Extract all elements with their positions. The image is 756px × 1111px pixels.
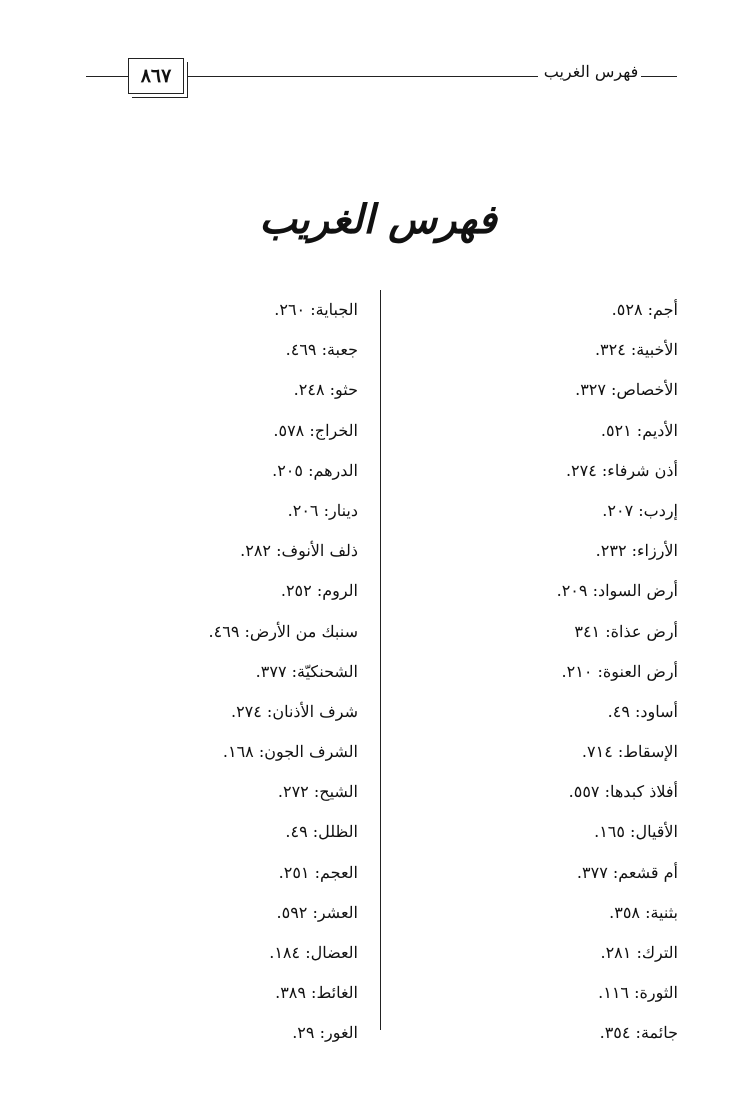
index-entry: أم قشعم: ٣٧٧. — [576, 862, 678, 882]
index-entry: الإسقاط: ٧١٤. — [581, 742, 678, 762]
index-entry: الترك: ٢٨١. — [600, 943, 678, 962]
index-entry: الظلل: ٤٩. — [285, 822, 358, 842]
column-divider — [380, 290, 381, 1030]
index-entry: الشحنكيّة: ٣٧٧. — [255, 661, 358, 681]
index-entry: الروم: ٢٥٢. — [280, 581, 358, 601]
index-entry: الشيح: ٢٧٢. — [277, 782, 358, 802]
index-entry: جائمة: ٣٥٤. — [599, 1023, 678, 1043]
index-entry: العضال: ١٨٤. — [269, 943, 358, 962]
index-entry: الجباية: ٢٦٠. — [274, 300, 358, 319]
index-entry: العشر: ٥٩٢. — [276, 902, 358, 922]
index-entry: سنبك من الأرض: ٤٦٩. — [208, 621, 358, 641]
index-entry: أرض العنوة: ٢١٠. — [561, 661, 678, 681]
index-column-left — [80, 294, 358, 1058]
index-entry: الشرف الجون: ١٦٨. — [222, 742, 358, 762]
index-entry: أذن شرفاء: ٢٧٤. — [565, 460, 678, 480]
index-entry: الغائط: ٣٨٩. — [275, 983, 358, 1003]
index-entry: دينار: ٢٠٦. — [287, 500, 358, 520]
running-title: فهرس الغريب — [543, 62, 639, 81]
index-entry: أرض السواد: ٢٠٩. — [556, 581, 678, 601]
index-entry: الأرزاء: ٢٣٢. — [595, 541, 678, 561]
page-number-box — [128, 58, 184, 94]
index-entry: حثو: ٢٤٨. — [293, 380, 358, 400]
header-rule-left — [86, 76, 128, 77]
index-entry: أساود: ٤٩. — [607, 701, 678, 721]
index-entry: الأقيال: ١٦٥. — [594, 822, 678, 842]
index-entry: ذلف الأنوف: ٢٨٢. — [240, 541, 358, 561]
index-entry: شرف الأذنان: ٢٧٤. — [230, 701, 358, 721]
index-entry: الدرهم: ٢٠٥. — [272, 460, 358, 480]
index-entry: الأديم: ٥٢١. — [600, 420, 678, 440]
index-entry: الأخصاص: ٣٢٧. — [575, 380, 678, 400]
index-entry: أجم: ٥٢٨. — [611, 300, 678, 319]
index-entry: الخراج: ٥٧٨. — [273, 420, 358, 440]
index-entry: بثنية: ٣٥٨. — [609, 902, 678, 922]
index-entry: الثورة: ١١٦. — [598, 983, 678, 1003]
header-rule-middle — [188, 76, 538, 77]
page-number: ٨٦٧ — [140, 65, 172, 87]
index-entry: الأخبية: ٣٢٤. — [594, 340, 678, 360]
index-entry: الغور: ٢٩. — [292, 1023, 358, 1043]
index-entry: جعبة: ٤٦٩. — [285, 340, 358, 360]
index-entry: أفلاذ كبدها: ٥٥٧. — [568, 782, 678, 802]
header-rule-right — [641, 76, 677, 77]
index-entry: إردب: ٢٠٧. — [602, 500, 678, 520]
index-entry: أرض عذاة: ٣٤١ — [574, 621, 678, 641]
page-title: فهرس الغريب — [259, 196, 497, 243]
running-header — [0, 0, 756, 110]
index-entry: العجم: ٢٥١. — [278, 862, 358, 882]
index-column-right — [400, 294, 678, 1058]
